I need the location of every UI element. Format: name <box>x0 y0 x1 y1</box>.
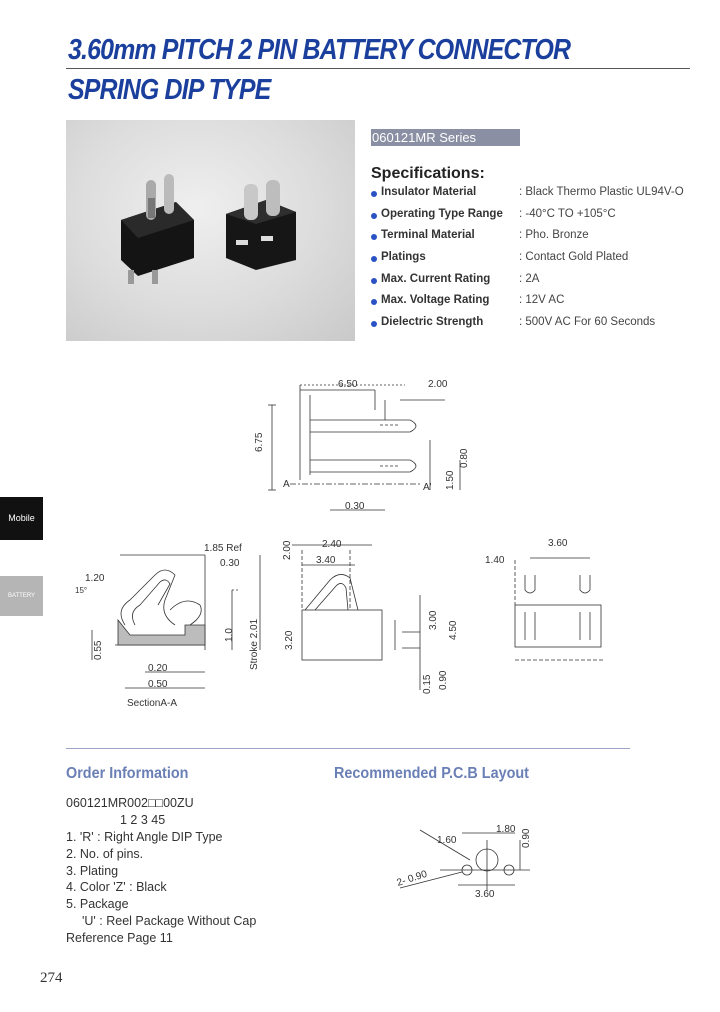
page-number: 274 <box>40 970 63 986</box>
dim-label: 1.85 Ref <box>204 543 242 554</box>
order-line: 3. Plating <box>66 863 119 878</box>
spec-value: : Contact Gold Plated <box>519 251 629 264</box>
order-reference: Reference Page 11 <box>66 931 173 946</box>
order-line: 'U' : Reel Package Without Cap <box>82 914 257 929</box>
section-marker: A <box>283 479 290 490</box>
order-code: 060121MR002□□00ZU <box>66 796 194 810</box>
page-title: 3.60mm PITCH 2 PIN BATTERY CONNECTOR <box>68 34 571 66</box>
dim-label: 0.80 <box>459 448 470 468</box>
spec-label: Max. Voltage Rating <box>381 294 490 307</box>
spec-label: Dielectric Strength <box>381 316 484 329</box>
order-line: 1. 'R' : Right Angle DIP Type <box>66 829 223 844</box>
spec-value: : 2A <box>519 272 540 285</box>
dim-label: 0.20 <box>148 663 168 674</box>
order-line: 4. Color 'Z' : Black <box>66 880 167 895</box>
dim-label: 2.00 <box>282 540 293 560</box>
order-line: 2. No. of pins. <box>66 846 144 861</box>
dim-label: 15° <box>75 586 88 595</box>
spec-value: : Black Thermo Plastic UL94V-O <box>519 186 684 198</box>
dim-label: Stroke 2.01 <box>249 618 260 670</box>
dim-label: 4.50 <box>448 620 459 640</box>
order-info-heading: Order Information <box>66 765 189 782</box>
side-tab-mobile[interactable]: Mobile <box>0 497 43 540</box>
order-code-index: 1 2 3 45 <box>120 812 166 827</box>
section-marker: A' <box>423 482 432 493</box>
dim-label: 0.55 <box>93 640 104 660</box>
section-drawing <box>92 555 260 688</box>
dim-label: 0.50 <box>148 679 168 690</box>
dim-label: 1.0 <box>224 628 235 642</box>
dim-label: 2.40 <box>322 539 342 550</box>
spec-value: : 500V AC For 60 Seconds <box>519 316 656 329</box>
dim-label: 1.40 <box>485 555 505 566</box>
spec-label: Max. Current Rating <box>381 272 491 285</box>
dim-label: 2.00 <box>428 379 448 390</box>
spec-value: : 12V AC <box>519 294 565 307</box>
series-label: 060121MR Series <box>371 129 520 146</box>
dim-label: 1.20 <box>85 573 105 584</box>
spec-label: Insulator Material <box>381 186 477 198</box>
spec-value: : -40°C TO +105°C <box>519 207 616 220</box>
specifications-heading: Specifications: <box>371 165 485 182</box>
dim-label: 2- 0.90 <box>395 868 429 889</box>
side-view-drawing <box>292 545 420 690</box>
dim-label: 6.50 <box>338 379 358 390</box>
dim-label: 1.50 <box>445 470 456 490</box>
spec-value: : Pho. Bronze <box>519 229 589 242</box>
dim-label: 0.90 <box>521 828 532 848</box>
dim-label: 1.60 <box>437 835 457 846</box>
section-caption: SectionA-A <box>127 698 178 709</box>
spec-label: Platings <box>381 251 426 264</box>
dim-label: 1.80 <box>496 824 516 835</box>
dim-label: 0.15 <box>422 674 433 694</box>
order-info <box>66 796 256 948</box>
page-subtitle: SPRING DIP TYPE <box>68 74 271 106</box>
dim-label: 3.60 <box>548 538 568 549</box>
dim-label: 3.20 <box>284 630 295 650</box>
order-line: 5. Package <box>66 897 129 912</box>
dim-label: 0.30 <box>220 558 240 569</box>
spec-label: Terminal Material <box>381 229 475 242</box>
dim-label: 3.00 <box>428 610 439 630</box>
spec-label: Operating Type Range <box>381 207 503 220</box>
dim-label: 0.30 <box>345 501 365 512</box>
pcb-layout-heading: Recommended P.C.B Layout <box>334 765 529 782</box>
side-tab-battery[interactable]: BATTERY <box>0 576 43 616</box>
dim-label: 6.75 <box>254 432 265 452</box>
dim-label: 3.60 <box>475 889 495 900</box>
section-divider <box>66 748 630 749</box>
front-view-drawing <box>515 558 605 660</box>
dim-label: 3.40 <box>316 555 336 566</box>
dim-label: 0.90 <box>438 670 449 690</box>
